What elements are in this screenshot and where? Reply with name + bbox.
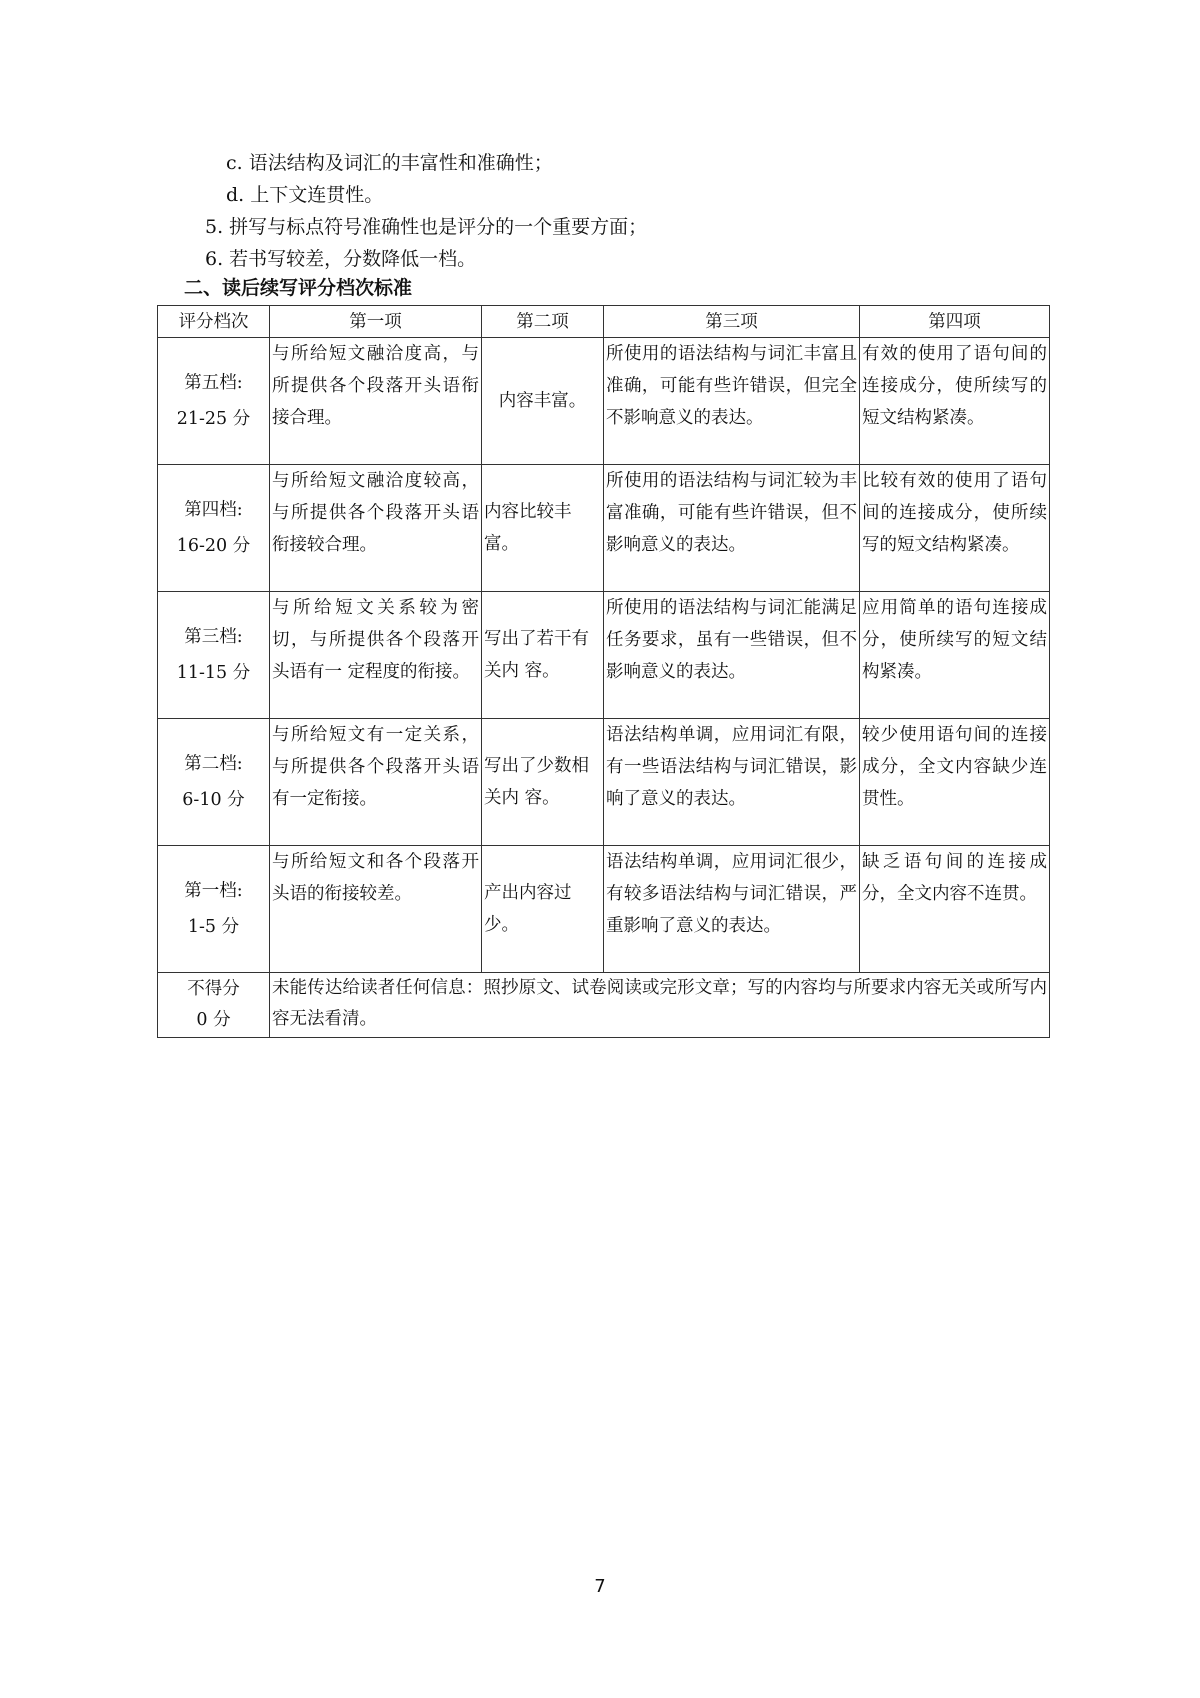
- table-row: [158, 338, 1050, 465]
- item1-cell: 与所给短文有一定关系，与所提供各个段落开头语有一定衔接。: [270, 719, 482, 846]
- item3-cell: 所使用的语法结构与词汇能满足任务要求，虽有一些错误，但不影响意义的表达。: [604, 592, 860, 719]
- item2-cell: 写出了若干有关内 容。: [482, 592, 604, 719]
- intro-line-6: 6. 若书写较差，分数降低一档。: [205, 248, 477, 270]
- item1-cell: 与所给短文融洽度高，与所提供各个段落开头语衔接合理。: [270, 338, 482, 465]
- item1-cell: 与所给短文和各个段落开头语的衔接较差。: [270, 846, 482, 973]
- grade-label: 第五档:: [184, 373, 243, 393]
- header-item1: 第一项: [270, 306, 482, 338]
- grade-range: 0 分: [196, 1010, 231, 1030]
- header-item4: 第四项: [860, 306, 1050, 338]
- item4-cell: 应用简单的语句连接成分，使所续写的短文结构紧凑。: [860, 592, 1050, 719]
- grade-range: 1-5 分: [187, 917, 240, 937]
- item4-cell: 缺乏语句间的连接成分，全文内容不连贯。: [860, 846, 1050, 973]
- grade-range: 16-20 分: [176, 536, 251, 556]
- header-item2: 第二项: [482, 306, 604, 338]
- table-row: [158, 719, 1050, 846]
- grade-cell: [158, 338, 270, 465]
- item3-cell: 语法结构单调，应用词汇很少，有较多语法结构与词汇错误，严重影响了意义的表达。: [604, 846, 860, 973]
- grade-label: 不得分: [187, 979, 240, 999]
- item3-cell: 所使用的语法结构与词汇较为丰富准确，可能有些许错误，但不影响意义的表达。: [604, 465, 860, 592]
- item3-cell: 所使用的语法结构与词汇丰富且准确，可能有些许错误，但完全不影响意义的表达。: [604, 338, 860, 465]
- page-number: 7: [594, 1576, 606, 1597]
- item4-cell: 较少使用语句间的连接成分，全文内容缺少连贯性。: [860, 719, 1050, 846]
- item4-cell: 有效的使用了语句间的连接成分，使所续写的短文结构紧凑。: [860, 338, 1050, 465]
- table-row: [158, 592, 1050, 719]
- table-row: [158, 465, 1050, 592]
- table-row: [158, 846, 1050, 973]
- grade-label: 第四档:: [184, 500, 243, 520]
- grade-cell: [158, 973, 270, 1038]
- grade-range: 6-10 分: [182, 790, 245, 810]
- item4-cell: 比较有效的使用了语句间的连接成分，使所续写的短文结构紧凑。: [860, 465, 1050, 592]
- header-grade: 评分档次: [158, 306, 270, 338]
- grade-cell: [158, 719, 270, 846]
- grade-range: 21-25 分: [176, 409, 251, 429]
- grade-cell: [158, 592, 270, 719]
- intro-line-5: 5. 拼写与标点符号准确性也是评分的一个重要方面；: [205, 216, 648, 238]
- grade-cell: [158, 465, 270, 592]
- grade-label: 第一档:: [184, 881, 243, 901]
- item2-cell: 产出内容过少。: [482, 846, 604, 973]
- grade-label: 第二档:: [184, 754, 243, 774]
- grade-label: 第三档:: [184, 627, 243, 647]
- item1-cell: 与所给短文融洽度较高，与所提供各个段落开头语衔接较合理。: [270, 465, 482, 592]
- section-heading: 二、读后续写评分档次标准: [184, 277, 413, 299]
- item3-cell: 语法结构单调，应用词汇有限，有一些语法结构与词汇错误，影响了意义的表达。: [604, 719, 860, 846]
- scoring-table: [157, 305, 1050, 1038]
- intro-line-c: c. 语法结构及词汇的丰富性和准确性；: [226, 152, 553, 174]
- intro-line-d: d. 上下文连贯性。: [226, 184, 384, 206]
- no-score-description: 未能传达给读者任何信息：照抄原文、试卷阅读或完形文章；写的内容均与所要求内容无关或所写内容无法看清。: [270, 973, 1050, 1038]
- item2-cell: 内容丰富。: [482, 338, 604, 465]
- item2-cell: 写出了少数相关内 容。: [482, 719, 604, 846]
- table-row-no-score: [158, 973, 1050, 1038]
- grade-range: 11-15 分: [176, 663, 251, 683]
- item2-cell: 内容比较丰富。: [482, 465, 604, 592]
- header-item3: 第三项: [604, 306, 860, 338]
- grade-cell: [158, 846, 270, 973]
- table-header-row: [158, 306, 1050, 338]
- item1-cell: 与所给短文关系较为密切，与所提供各个段落开头语有一 定程度的衔接。: [270, 592, 482, 719]
